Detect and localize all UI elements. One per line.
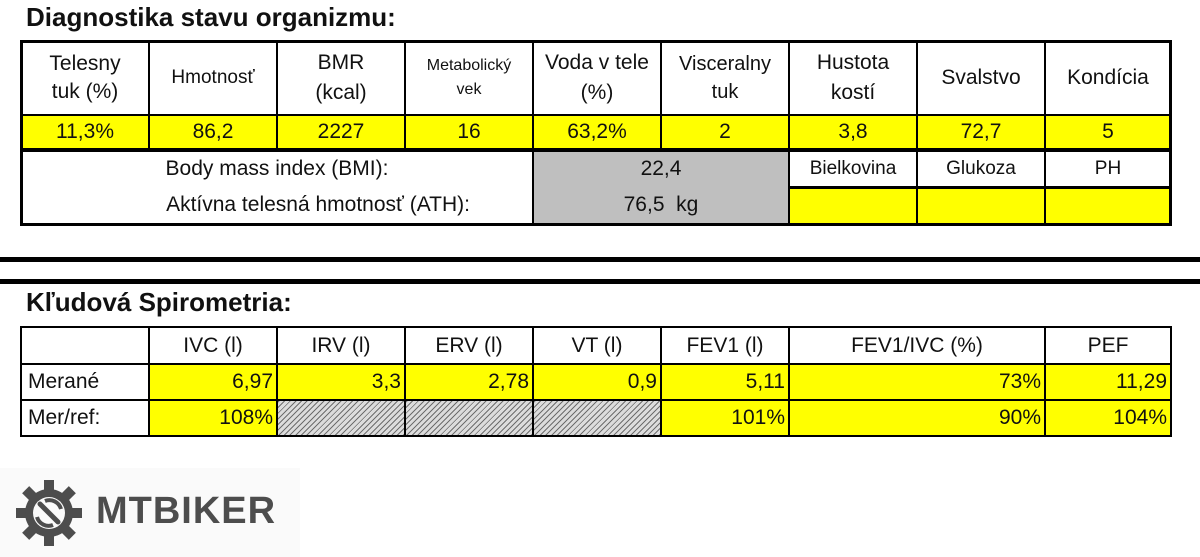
grid-line	[660, 326, 662, 437]
header-bielkovina: Bielkovina	[809, 158, 897, 179]
spiro-merref-vt	[534, 401, 660, 435]
logo-text: MTBIKER	[96, 490, 277, 532]
grid-line	[404, 40, 406, 152]
grid-line	[1044, 326, 1046, 437]
section-divider	[0, 279, 1200, 284]
grid-line	[20, 114, 1172, 116]
diagnostics-table	[20, 40, 1172, 226]
value-glukoza	[918, 189, 1044, 224]
spiro-header-erv: ERV (l)	[435, 333, 503, 357]
spiro-merref-ivc: 108%	[150, 401, 276, 435]
grid-line	[20, 435, 1172, 437]
grid-line	[404, 326, 406, 437]
spiro-header-fev1-ivc: FEV1/IVC (%)	[851, 333, 983, 357]
header-visceralny-tuk: Visceralny tuk	[679, 53, 771, 103]
spiro-merref-irv	[278, 401, 404, 435]
grid-line	[20, 40, 23, 226]
grid-line	[1044, 40, 1046, 226]
grid-line	[20, 40, 1172, 43]
grid-line	[788, 326, 790, 437]
grid-line	[660, 40, 662, 152]
spiro-merref-fev1: 101%	[662, 401, 788, 435]
value-visceralny-tuk: 2	[662, 116, 788, 148]
spiro-merane-ivc: 6,97	[150, 365, 276, 399]
spiro-merref-pef: 104%	[1046, 401, 1170, 435]
header-glukoza: Glukoza	[946, 158, 1016, 179]
grid-line	[20, 223, 1172, 226]
gear-logo-icon	[14, 478, 84, 548]
header-kondicia: Kondícia	[1067, 66, 1149, 89]
grid-line	[532, 326, 534, 437]
spiro-row-label-mer-ref: Mer/ref:	[28, 406, 101, 429]
header-metabolicky-vek: Metabolický vek	[426, 57, 512, 98]
value-hustota-kosti: 3,8	[790, 116, 916, 148]
value-ph	[1046, 189, 1170, 224]
spirometry-title: Kľudová Spirometria:	[26, 287, 292, 317]
grid-line	[20, 148, 1172, 152]
spiro-header-corner	[22, 328, 148, 363]
grid-line	[788, 186, 1172, 189]
spiro-merane-irv: 3,3	[278, 365, 404, 399]
value-kondicia: 5	[1046, 116, 1170, 148]
grid-line	[532, 40, 534, 226]
value-telesny-tuk: 11,3%	[22, 116, 148, 148]
header-hustota-kosti: Hustota kostí	[816, 51, 890, 104]
diagnostics-title: Diagnostika stavu organizmu:	[26, 2, 396, 32]
bmi-value: 22,4	[534, 152, 788, 186]
ath-value: 76,5 kg	[534, 186, 788, 224]
spiro-merane-erv: 2,78	[406, 365, 532, 399]
bmi-label: Body mass index (BMI):	[165, 157, 389, 180]
grid-line	[1169, 40, 1172, 226]
spiro-merane-fev1: 5,11	[662, 365, 788, 399]
header-hmotnost: Hmotnosť	[171, 67, 255, 88]
grid-line	[20, 326, 1172, 328]
grid-line	[20, 363, 1172, 365]
grid-line	[788, 40, 790, 226]
spiro-merane-fev1-ivc: 73%	[790, 365, 1044, 399]
ath-label: Aktívna telesná hmotnosť (ATH):	[166, 193, 470, 216]
grid-line	[148, 40, 150, 152]
grid-line	[20, 326, 22, 437]
spiro-merref-erv	[406, 401, 532, 435]
header-telesny-tuk: Telesny tuk (%)	[49, 52, 121, 103]
spiro-merane-pef: 11,29	[1046, 365, 1170, 399]
spiro-merref-fev1-ivc: 90%	[790, 401, 1044, 435]
spiro-row-label-merane: Merané	[28, 370, 100, 393]
spiro-header-irv: IRV (l)	[311, 333, 371, 357]
spiro-merane-vt: 0,9	[534, 365, 660, 399]
grid-line	[1170, 326, 1172, 437]
value-bielkovina	[790, 189, 916, 224]
grid-line	[276, 326, 278, 437]
header-ph: PH	[1094, 158, 1122, 179]
spiro-header-fev1: FEV1 (l)	[686, 333, 764, 357]
spirometry-table	[20, 326, 1172, 437]
grid-line	[276, 40, 278, 152]
grid-line	[148, 326, 150, 437]
value-bmr: 2227	[278, 116, 404, 148]
grid-line	[20, 399, 1172, 401]
header-bmr: BMR (kcal)	[315, 51, 367, 104]
spiro-header-vt: VT (l)	[571, 333, 623, 357]
mtbiker-logo	[0, 468, 300, 557]
header-voda-v-tele: Voda v tele (%)	[545, 51, 649, 104]
section-divider	[0, 257, 1200, 262]
spiro-header-ivc: IVC (l)	[183, 333, 243, 357]
value-hmotnost: 86,2	[150, 116, 276, 148]
value-svalstvo: 72,7	[918, 116, 1044, 148]
value-metabolicky-vek: 16	[406, 116, 532, 148]
grid-line	[916, 40, 918, 226]
value-voda-v-tele: 63,2%	[534, 116, 660, 148]
spiro-header-pef: PEF	[1087, 333, 1129, 357]
header-svalstvo: Svalstvo	[941, 66, 1021, 89]
